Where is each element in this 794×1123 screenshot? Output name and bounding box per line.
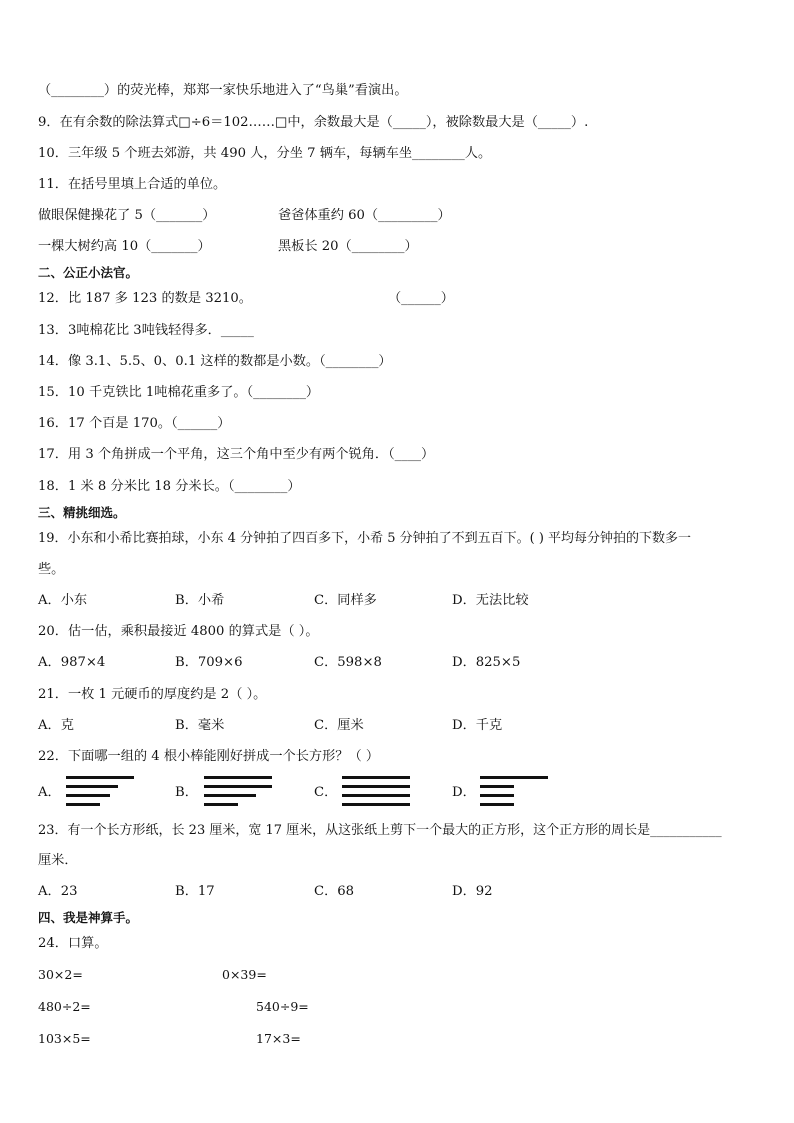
option-a[interactable]: A．克 xyxy=(38,718,74,733)
sticks-group-c xyxy=(342,776,412,816)
option-a[interactable]: A． xyxy=(38,785,61,800)
stick xyxy=(342,794,410,797)
calc-item: 540÷9= xyxy=(256,999,309,1014)
stick xyxy=(480,803,514,806)
option-c[interactable]: C．68 xyxy=(314,884,355,899)
question-21-options xyxy=(38,717,758,735)
q11-item-a: 做眼保健操花了 5（_______） xyxy=(38,208,216,223)
option-d[interactable]: D．825×5 xyxy=(452,655,521,670)
option-c[interactable]: C．598×8 xyxy=(314,655,382,670)
question-13: 13．3吨棉花比 3吨钱轻得多．_____ xyxy=(38,323,254,338)
option-b[interactable]: B．小希 xyxy=(175,593,225,608)
section-3-heading: 三、精挑细选。 xyxy=(38,505,126,520)
option-c[interactable]: C．同样多 xyxy=(314,593,377,608)
stick xyxy=(66,785,118,788)
sticks-group-a xyxy=(66,776,136,816)
calc-row-1 xyxy=(38,966,758,984)
question-21: 21．一枚 1 元硬币的厚度约是 2（ ）。 xyxy=(38,687,267,702)
question-22: 22．下面哪一组的 4 根小棒能刚好拼成一个长方形？（ ） xyxy=(38,749,380,764)
stick xyxy=(342,776,410,779)
section-4-heading: 四、我是神算手。 xyxy=(38,910,139,925)
calc-row-2 xyxy=(38,998,758,1016)
stick xyxy=(204,776,272,779)
stick xyxy=(480,794,514,797)
stick xyxy=(204,785,272,788)
q11-item-c: 一棵大树约高 10（_______） xyxy=(38,239,211,254)
option-c[interactable]: C．厘米 xyxy=(314,718,364,733)
stick xyxy=(66,776,134,779)
sticks-group-b xyxy=(204,776,274,816)
question-18: 18．1 米 8 分米比 18 分米长。（________） xyxy=(38,479,301,494)
q11-item-d: 黑板长 20（________） xyxy=(278,239,418,254)
stick xyxy=(480,785,514,788)
option-a[interactable]: A．小东 xyxy=(38,593,88,608)
section-2-heading: 二、公正小法官。 xyxy=(38,265,139,280)
question-15: 15．10 千克铁比 1吨棉花重多了。（________） xyxy=(38,385,320,400)
question-10: 10．三年级 5 个班去郊游，共 490 人，分坐 7 辆车，每辆车坐________人。 xyxy=(38,146,492,161)
question-22-options xyxy=(38,776,758,812)
calc-item: 480÷2= xyxy=(38,999,91,1014)
question-11: 11．在括号里填上合适的单位。 xyxy=(38,177,227,192)
q11-item-b: 爸爸体重约 60（_________） xyxy=(278,208,451,223)
question-9: 9．在有余数的除法算式□÷6＝102……□中，余数最大是（_____），被除数最大是（_____）. xyxy=(38,115,589,130)
question-11-row-2 xyxy=(38,238,758,256)
question-12-answer: （______） xyxy=(388,291,454,306)
question-23-options xyxy=(38,883,758,901)
question-17: 17．用 3 个角拼成一个平角，这三个角中至少有两个锐角．（____） xyxy=(38,447,435,462)
question-23-line-1: 23．有一个长方形纸，长 23 厘米，宽 17 厘米，从这张纸上剪下一个最大的正方形，这个正方形的周长是___________ xyxy=(38,823,722,838)
stick xyxy=(66,803,100,806)
calc-item: 30×2= xyxy=(38,967,83,982)
question-20: 20．估一估，乘积最接近 4800 的算式是（ ）。 xyxy=(38,624,319,639)
stick xyxy=(66,794,110,797)
question-11-row-1 xyxy=(38,207,758,225)
option-d[interactable]: D．92 xyxy=(452,884,493,899)
sticks-group-d xyxy=(480,776,550,816)
option-a[interactable]: A．23 xyxy=(38,884,78,899)
text-line: （________）的荧光棒，郑郑一家快乐地进入了“鸟巢”看演出。 xyxy=(38,83,408,98)
stick xyxy=(480,776,548,779)
question-23-line-2: 厘米． xyxy=(38,853,78,868)
calc-item: 103×5= xyxy=(38,1031,91,1046)
question-19-line-2: 些。 xyxy=(38,562,65,577)
option-b[interactable]: B．毫米 xyxy=(175,718,225,733)
calc-item: 0×39= xyxy=(222,967,267,982)
option-c[interactable]: C． xyxy=(314,785,338,800)
question-24: 24．口算。 xyxy=(38,936,108,951)
option-d[interactable]: D．无法比较 xyxy=(452,593,529,608)
option-a[interactable]: A．987×4 xyxy=(38,655,106,670)
option-d[interactable]: D．千克 xyxy=(452,718,503,733)
question-20-options xyxy=(38,654,758,672)
calc-row-3 xyxy=(38,1030,758,1048)
option-d[interactable]: D． xyxy=(452,785,476,800)
option-b[interactable]: B． xyxy=(175,785,198,800)
question-14: 14．像 3.1、5.5、0、0.1 这样的数都是小数。（________） xyxy=(38,354,392,369)
stick xyxy=(204,803,238,806)
option-b[interactable]: B．709×6 xyxy=(175,655,243,670)
stick xyxy=(342,785,410,788)
option-b[interactable]: B．17 xyxy=(175,884,215,899)
stick xyxy=(342,803,410,806)
question-16: 16．17 个百是 170。（______） xyxy=(38,416,231,431)
calc-item: 17×3= xyxy=(256,1031,301,1046)
stick xyxy=(204,794,256,797)
question-19-line-1: 19．小东和小希比赛拍球，小东 4 分钟拍了四百多下，小希 5 分钟拍了不到五百下。( ) 平均每分钟拍的下数多一 xyxy=(38,531,692,546)
question-19-options xyxy=(38,592,758,610)
question-12: 12．比 187 多 123 的数是 3210。 xyxy=(38,291,252,306)
